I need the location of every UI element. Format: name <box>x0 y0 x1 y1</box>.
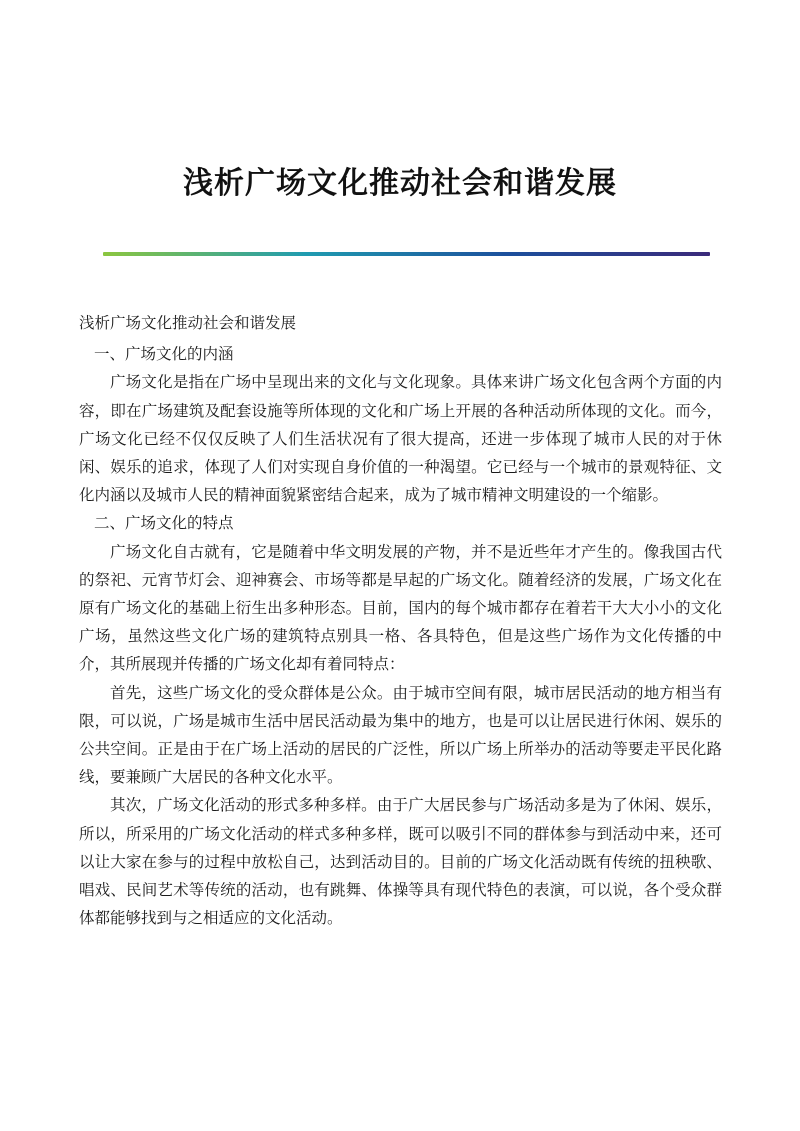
paragraph-3: 首先，这些广场文化的受众群体是公众。由于城市空间有限，城市居民活动的地方相当有限，可以说，广场是城市生活中居民活动最为集中的地方，也是可以让居民进行休闲、娱乐的公共空间。正是由于在广场上活动的居民的广泛性，所以广场上所举办的活动等要走平民化路线，要兼顾广大居民的各种文化水平。 <box>79 683 722 787</box>
paragraph-1: 广场文化是指在广场中呈现出来的文化与文化现象。具体来讲广场文化包含两个方面的内容，即在广场建筑及配套设施等所体现的文化和广场上开展的各种活动所体现的文化。而今，广场文化已经不仅仅反映了人们生活状况有了很大提高，还进一步体现了城市人民的对于休闲、娱乐的追求，体现了人们对实现自身价值的一种渴望。它已经与一个城市的景观特征、文化内涵以及城市人民的精神面貌紧密结合起来，成为了城市精神文明建设的一个缩影。 <box>79 373 722 505</box>
section-heading-2: 二、广场文化的特点 <box>94 514 234 533</box>
document-body <box>79 309 722 932</box>
paragraph-4: 其次，广场文化活动的形式多种多样。由于广大居民参与广场活动多是为了休闲、娱乐，所以，所采用的广场文化活动的样式多种多样，既可以吸引不同的群体参与到活动中来，还可以让大家在参与的过程中放松自己，达到活动目的。目前的广场文化活动既有传统的扭秧歌、唱戏、民间艺术等传统的活动，也有跳舞、体操等具有现代特色的表演，可以说，各个受众群体都能够找到与之相适应的文化活动。 <box>79 796 722 928</box>
paragraph-2: 广场文化自古就有，它是随着中华文明发展的产物，并不是近些年才产生的。像我国古代的祭祀、元宵节灯会、迎神赛会、市场等都是早起的广场文化。随着经济的发展，广场文化在原有广场文化的基础上衍生出多种形态。目前，国内的每个城市都存在着若干大大小小的文化广场，虽然这些文化广场的建筑特点别具一格、各具特色，但是这些广场作为文化传播的中介，其所展现并传播的广场文化却有着同特点： <box>79 542 722 674</box>
document-title: 浅析广场文化推动社会和谐发展 <box>183 166 617 201</box>
title-divider-rule <box>103 252 710 256</box>
section-heading-1: 一、广场文化的内涵 <box>94 345 234 364</box>
document-subtitle: 浅析广场文化推动社会和谐发展 <box>79 314 297 332</box>
